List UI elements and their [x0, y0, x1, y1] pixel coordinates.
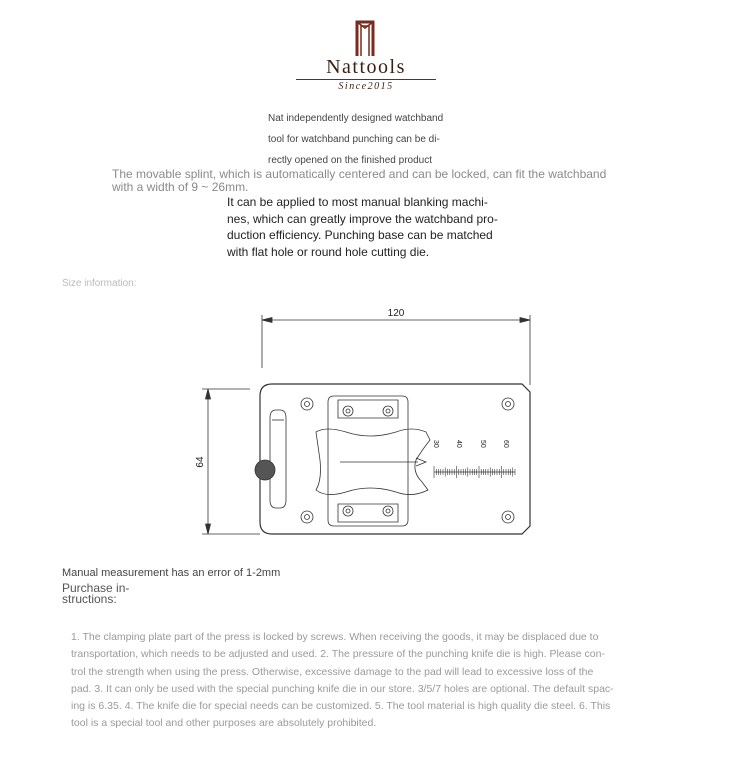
- scale-label: 60: [502, 440, 509, 448]
- application-line: nes, which can greatly improve the watchband pro-: [227, 211, 498, 226]
- clamp-frame: [328, 396, 408, 526]
- instruction-line: transportation, which needs to be adjusted and used. 2. The pressure of the punching knife die is high. Please con-: [71, 648, 605, 661]
- purchase-heading-line: Purchase in-: [62, 581, 130, 595]
- width-label: 120: [387, 308, 405, 319]
- intro-line: tool for watchband punching can be di-: [268, 134, 440, 145]
- width-arrow-right: [520, 318, 530, 323]
- instruction-line: ing is 6.35. 4. The knife die for special needs can be customized. 5. The tool material is high quality die steel. 6. This: [71, 700, 611, 713]
- intro-line: rectly opened on the finished product: [268, 155, 432, 166]
- brand-name: Nattools: [326, 56, 406, 78]
- instruction-line: trol the strength when using the press. Otherwise, excessive damage to the pad will lead to excessive loss of the: [71, 665, 594, 678]
- brand-logo-icon: [353, 18, 377, 58]
- width-arrow-left: [262, 318, 272, 323]
- height-arrow-top: [206, 389, 211, 399]
- instruction-line: tool is a special tool and other purposes are absolutely prohibited.: [71, 717, 377, 730]
- instructions-text: [71, 629, 641, 733]
- application-text: [227, 194, 527, 260]
- height-label: 64: [195, 456, 206, 468]
- height-arrow-bottom: [206, 524, 211, 534]
- application-line: duction efficiency. Punching base can be matched: [227, 228, 493, 242]
- application-line: with flat hole or round hole cutting die.: [227, 244, 430, 259]
- scale-label: 30: [432, 440, 439, 448]
- brand-divider: [296, 79, 436, 80]
- instruction-line: 1. The clamping plate part of the press is locked by screws. When receiving the goods, it may be displaced due to: [71, 631, 599, 643]
- intro-line: Nat independently designed watchband: [268, 113, 444, 124]
- application-line: It can be applied to most manual blanking machi-: [227, 195, 488, 209]
- instruction-line: pad. 3. It can only be used with the special punching knife die in our store. 3/5/7 holes are optional. The default spac-: [71, 682, 614, 695]
- brand-since: Since2015: [338, 81, 394, 92]
- purchase-heading: [62, 583, 152, 605]
- base-plate: [260, 384, 530, 534]
- technical-drawing: [190, 300, 550, 545]
- splint-description: The movable splint, which is automatically centered and can be locked, can fit the watchband with a width of 9 ~ 26mm.: [112, 167, 607, 194]
- purchase-heading-line: structions:: [62, 592, 117, 606]
- lock-knob: [255, 460, 275, 480]
- adjust-slot: [270, 410, 286, 508]
- intro-text: [268, 108, 518, 171]
- scale-label: 50: [479, 440, 486, 448]
- scale-label: 40: [455, 440, 462, 448]
- size-info-label: Size information:: [62, 278, 137, 289]
- measurement-note: Manual measurement has an error of 1-2mm: [62, 567, 281, 579]
